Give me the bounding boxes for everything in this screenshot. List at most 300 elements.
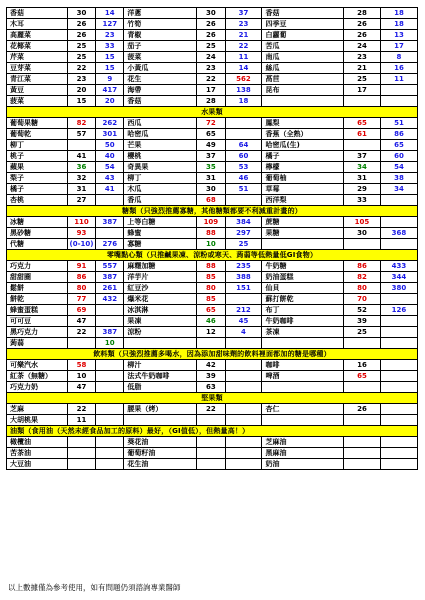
food-name-cell: 果糖: [262, 228, 344, 239]
food-name-cell: 香瓜: [124, 195, 197, 206]
section-header-row: [7, 250, 418, 261]
section-title: 零嘴點心類（只推鹹果凍、涼粉或寒天、蒟蒻等低熱量低GI食物）: [7, 250, 418, 261]
calorie-value-cell: [225, 404, 262, 415]
section-header-row: [7, 206, 418, 217]
food-name-cell: 咖啡: [262, 360, 344, 371]
calorie-value-cell: 22: [225, 41, 262, 52]
table-row: [7, 459, 418, 470]
gi-value-cell: 33: [344, 195, 381, 206]
food-name-cell: [262, 382, 344, 393]
calorie-value-cell: 23: [96, 30, 124, 41]
gi-value-cell: [197, 415, 225, 426]
gi-value-cell: 37: [197, 151, 225, 162]
gi-value-cell: 105: [344, 217, 381, 228]
gi-value-cell: 61: [344, 129, 381, 140]
table-row: [7, 96, 418, 107]
food-name-cell: 葡萄柚: [262, 173, 344, 184]
food-name-cell: 寡糖: [124, 239, 197, 250]
table-row: [7, 437, 418, 448]
gi-value-cell: 52: [344, 305, 381, 316]
gi-value-cell: [197, 338, 225, 349]
calorie-value-cell: 18: [225, 96, 262, 107]
gi-value-cell: [344, 239, 381, 250]
calorie-value-cell: 9: [96, 74, 124, 85]
calorie-value-cell: 562: [225, 74, 262, 85]
calorie-value-cell: 51: [225, 184, 262, 195]
food-name-cell: 絲瓜: [262, 63, 344, 74]
calorie-value-cell: 276: [96, 239, 124, 250]
calorie-value-cell: [225, 382, 262, 393]
section-title: 堅果類: [7, 393, 418, 404]
gi-value-cell: [344, 338, 381, 349]
calorie-value-cell: [380, 338, 417, 349]
food-name-cell: 蜂蜜: [124, 228, 197, 239]
gi-value-cell: 88: [197, 261, 225, 272]
gi-value-cell: 46: [197, 316, 225, 327]
food-name-cell: 上等白糖: [124, 217, 197, 228]
table-row: [7, 19, 418, 30]
food-name-cell: 花生: [124, 74, 197, 85]
food-name-cell: [262, 415, 344, 426]
calorie-value-cell: [96, 437, 124, 448]
calorie-value-cell: 127: [96, 19, 124, 30]
section-header-row: [7, 393, 418, 404]
food-name-cell: [124, 415, 197, 426]
calorie-value-cell: 14: [96, 8, 124, 19]
food-name-cell: 葡萄果糖: [7, 118, 68, 129]
calorie-value-cell: 387: [96, 272, 124, 283]
calorie-value-cell: 388: [225, 272, 262, 283]
gi-value-cell: 17: [344, 85, 381, 96]
table-row: [7, 162, 418, 173]
gi-value-cell: 26: [344, 30, 381, 41]
table-row: [7, 448, 418, 459]
food-name-cell: 鬆餅: [7, 283, 68, 294]
food-name-cell: 果凍: [124, 316, 197, 327]
table-row: [7, 305, 418, 316]
gi-value-cell: 25: [67, 41, 95, 52]
table-row: [7, 173, 418, 184]
food-name-cell: 青椒: [124, 30, 197, 41]
calorie-value-cell: 25: [225, 239, 262, 250]
gi-value-cell: [197, 437, 225, 448]
table-row: [7, 415, 418, 426]
calorie-value-cell: [380, 316, 417, 327]
calorie-value-cell: 557: [96, 261, 124, 272]
food-name-cell: 黑巧克力: [7, 327, 68, 338]
food-name-cell: 橄欖油: [7, 437, 68, 448]
calorie-value-cell: 46: [225, 173, 262, 184]
gi-value-cell: 15: [67, 96, 95, 107]
food-name-cell: 奶油: [262, 459, 344, 470]
calorie-value-cell: [96, 415, 124, 426]
gi-value-cell: 86: [67, 272, 95, 283]
gi-value-cell: [344, 437, 381, 448]
calorie-value-cell: [96, 448, 124, 459]
food-name-cell: 菠菜: [7, 96, 68, 107]
gi-value-cell: 35: [197, 162, 225, 173]
food-name-cell: 昆布: [262, 85, 344, 96]
table-row: [7, 74, 418, 85]
calorie-value-cell: [225, 437, 262, 448]
food-name-cell: 黑麻油: [262, 448, 344, 459]
calorie-value-cell: 43: [96, 173, 124, 184]
calorie-value-cell: [225, 371, 262, 382]
table-row: [7, 195, 418, 206]
calorie-value-cell: 380: [380, 283, 417, 294]
food-name-cell: 小黃瓜: [124, 63, 197, 74]
food-name-cell: 柳汁: [124, 360, 197, 371]
food-name-cell: 香菇: [7, 8, 68, 19]
gi-value-cell: [344, 140, 381, 151]
food-name-cell: 豆芽菜: [7, 63, 68, 74]
food-name-cell: 蘇打餅乾: [262, 294, 344, 305]
calorie-value-cell: [380, 85, 417, 96]
calorie-value-cell: 20: [96, 96, 124, 107]
food-name-cell: 甜甜圈: [7, 272, 68, 283]
gi-value-cell: 29: [344, 184, 381, 195]
calorie-value-cell: 60: [380, 151, 417, 162]
food-name-cell: 白蘿蔔: [262, 30, 344, 41]
gi-value-cell: [197, 448, 225, 459]
gi-value-cell: 68: [197, 195, 225, 206]
gi-value-cell: 26: [197, 19, 225, 30]
food-name-cell: 大豆油: [7, 459, 68, 470]
food-name-cell: 木耳: [7, 19, 68, 30]
gi-value-cell: 27: [67, 195, 95, 206]
food-name-cell: 茶凍: [262, 327, 344, 338]
gi-value-cell: 70: [344, 294, 381, 305]
calorie-value-cell: [225, 415, 262, 426]
food-name-cell: 西洋梨: [262, 195, 344, 206]
food-name-cell: 黑砂糖: [7, 228, 68, 239]
gi-value-cell: 80: [197, 283, 225, 294]
calorie-value-cell: 50: [96, 140, 124, 151]
gi-value-cell: 20: [67, 85, 95, 96]
table-row: [7, 184, 418, 195]
disclaimer-footer: 以上數據僅為參考使用，如有問題仍須諮詢專業醫師: [8, 583, 181, 592]
gi-value-cell: 23: [344, 52, 381, 63]
food-name-cell: 杏桃: [7, 195, 68, 206]
gi-value-cell: 34: [344, 162, 381, 173]
gi-value-cell: [67, 140, 95, 151]
food-name-cell: 哈密瓜: [124, 129, 197, 140]
table-row: [7, 261, 418, 272]
gi-value-cell: 22: [197, 74, 225, 85]
food-name-cell: 紅豆沙: [124, 283, 197, 294]
food-name-cell: 芝麻油: [262, 437, 344, 448]
calorie-value-cell: 11: [225, 52, 262, 63]
calorie-value-cell: 297: [225, 228, 262, 239]
food-name-cell: 大胡桃果: [7, 415, 68, 426]
gi-value-cell: [344, 448, 381, 459]
gi-value-cell: 77: [67, 294, 95, 305]
food-name-cell: 黃豆: [7, 85, 68, 96]
food-name-cell: 橘子: [262, 151, 344, 162]
food-name-cell: 布丁: [262, 305, 344, 316]
food-name-cell: 奇異果: [124, 162, 197, 173]
food-name-cell: 柳丁: [7, 140, 68, 151]
food-name-cell: 蒟蒻: [7, 338, 68, 349]
gi-value-cell: 63: [197, 382, 225, 393]
gi-food-table: [6, 7, 418, 470]
calorie-value-cell: [225, 129, 262, 140]
gi-value-cell: 80: [344, 283, 381, 294]
gi-value-cell: 65: [197, 305, 225, 316]
gi-value-cell: 47: [67, 316, 95, 327]
calorie-value-cell: 18: [380, 19, 417, 30]
calorie-value-cell: [225, 294, 262, 305]
calorie-value-cell: [96, 195, 124, 206]
calorie-value-cell: 41: [96, 184, 124, 195]
table-row: [7, 283, 418, 294]
gi-value-cell: [344, 459, 381, 470]
calorie-value-cell: [380, 382, 417, 393]
gi-value-cell: 10: [67, 371, 95, 382]
food-name-cell: 蔗糖: [262, 217, 344, 228]
gi-value-cell: 10: [197, 239, 225, 250]
gi-value-cell: 80: [67, 283, 95, 294]
gi-value-cell: 22: [67, 63, 95, 74]
food-name-cell: 仙貝: [262, 283, 344, 294]
section-header-row: [7, 426, 418, 437]
gi-value-cell: 16: [344, 360, 381, 371]
food-name-cell: 麻糬加糖: [124, 261, 197, 272]
gi-value-cell: 30: [344, 228, 381, 239]
calorie-value-cell: [225, 195, 262, 206]
food-name-cell: 芝麻: [7, 404, 68, 415]
gi-value-cell: 23: [67, 74, 95, 85]
table-row: [7, 327, 418, 338]
food-name-cell: 葡萄乾: [7, 129, 68, 140]
calorie-value-cell: 23: [225, 19, 262, 30]
table-row: [7, 41, 418, 52]
food-name-cell: 菠菜: [124, 52, 197, 63]
gi-value-cell: [344, 96, 381, 107]
calorie-value-cell: 37: [225, 8, 262, 19]
food-name-cell: [124, 338, 197, 349]
gi-value-cell: [197, 459, 225, 470]
calorie-value-cell: [225, 118, 262, 129]
food-name-cell: 橘子: [7, 184, 68, 195]
food-name-cell: 葵花油: [124, 437, 197, 448]
calorie-value-cell: [380, 415, 417, 426]
calorie-value-cell: 13: [380, 30, 417, 41]
food-name-cell: 冰糖: [7, 217, 68, 228]
food-name-cell: 紅茶（無糖）: [7, 371, 68, 382]
calorie-value-cell: [96, 371, 124, 382]
food-name-cell: 高麗菜: [7, 30, 68, 41]
calorie-value-cell: 4: [225, 327, 262, 338]
calorie-value-cell: [96, 404, 124, 415]
gi-value-cell: 49: [197, 140, 225, 151]
food-name-cell: 冰淇淋: [124, 305, 197, 316]
calorie-value-cell: [225, 338, 262, 349]
calorie-value-cell: [225, 360, 262, 371]
food-name-cell: 花椰菜: [7, 41, 68, 52]
food-name-cell: 櫻桃: [124, 151, 197, 162]
calorie-value-cell: 432: [96, 294, 124, 305]
food-name-cell: 竹筍: [124, 19, 197, 30]
gi-value-cell: 26: [344, 19, 381, 30]
section-title: 糖類（只強烈推薦寡糖，其他糖類都要不利減重計畫的）: [7, 206, 418, 217]
food-name-cell: 低脂: [124, 382, 197, 393]
calorie-value-cell: [225, 459, 262, 470]
gi-value-cell: 32: [67, 173, 95, 184]
gi-value-cell: 25: [67, 52, 95, 63]
gi-value-cell: 21: [344, 63, 381, 74]
table-row: [7, 239, 418, 250]
table-row: [7, 151, 418, 162]
table-row: [7, 228, 418, 239]
gi-value-cell: [344, 415, 381, 426]
table-row: [7, 85, 418, 96]
calorie-value-cell: [96, 360, 124, 371]
food-name-cell: 洋蔥: [124, 8, 197, 19]
calorie-value-cell: 18: [380, 8, 417, 19]
gi-value-cell: 47: [67, 382, 95, 393]
table-row: [7, 140, 418, 151]
table-row: [7, 382, 418, 393]
gi-value-cell: 109: [197, 217, 225, 228]
section-header-row: [7, 349, 418, 360]
gi-value-cell: 57: [67, 129, 95, 140]
calorie-value-cell: [380, 404, 417, 415]
gi-value-cell: 28: [344, 8, 381, 19]
food-name-cell: 香菇: [262, 8, 344, 19]
calorie-value-cell: [96, 305, 124, 316]
gi-value-cell: 25: [344, 327, 381, 338]
food-name-cell: 涼粉: [124, 327, 197, 338]
calorie-value-cell: 384: [225, 217, 262, 228]
gi-value-cell: 17: [197, 85, 225, 96]
calorie-value-cell: 261: [96, 283, 124, 294]
food-name-cell: 奶油蛋糕: [262, 272, 344, 283]
gi-value-cell: 91: [67, 261, 95, 272]
section-title: 油類（食用油（天然未經食品加工的原料）最好，（GI值低），但熱量高！）: [7, 426, 418, 437]
calorie-value-cell: [380, 448, 417, 459]
gi-value-cell: 31: [197, 173, 225, 184]
table-row: [7, 360, 418, 371]
food-name-cell: 啤酒: [262, 371, 344, 382]
calorie-value-cell: 65: [380, 140, 417, 151]
calorie-value-cell: 387: [96, 327, 124, 338]
gi-value-cell: 85: [197, 272, 225, 283]
gi-value-cell: 24: [197, 52, 225, 63]
table-row: [7, 52, 418, 63]
food-name-cell: 餅乾: [7, 294, 68, 305]
calorie-value-cell: 262: [96, 118, 124, 129]
table-row: [7, 129, 418, 140]
food-name-cell: 法式牛奶咖啡: [124, 371, 197, 382]
food-name-cell: 鳳梨: [262, 118, 344, 129]
calorie-value-cell: 15: [96, 52, 124, 63]
food-name-cell: 芹菜: [7, 52, 68, 63]
gi-value-cell: 11: [67, 415, 95, 426]
food-name-cell: 牛奶糖: [262, 261, 344, 272]
calorie-value-cell: 235: [225, 261, 262, 272]
food-name-cell: 香菇: [124, 96, 197, 107]
calorie-value-cell: [380, 327, 417, 338]
food-name-cell: 梨子: [7, 173, 68, 184]
food-name-cell: 青江菜: [7, 74, 68, 85]
calorie-value-cell: [380, 195, 417, 206]
food-name-cell: 草莓: [262, 184, 344, 195]
gi-value-cell: 86: [344, 261, 381, 272]
calorie-value-cell: 368: [380, 228, 417, 239]
food-name-cell: 洋芋片: [124, 272, 197, 283]
gi-value-cell: 26: [344, 404, 381, 415]
calorie-value-cell: 15: [96, 63, 124, 74]
calorie-value-cell: 21: [225, 30, 262, 41]
gi-value-cell: 28: [197, 96, 225, 107]
table-row: [7, 404, 418, 415]
calorie-value-cell: [96, 228, 124, 239]
food-name-cell: 蘋果: [7, 162, 68, 173]
calorie-value-cell: 151: [225, 283, 262, 294]
calorie-value-cell: [96, 382, 124, 393]
gi-value-cell: 22: [67, 404, 95, 415]
gi-value-cell: 22: [197, 404, 225, 415]
gi-value-cell: 42: [197, 360, 225, 371]
calorie-value-cell: 34: [380, 184, 417, 195]
gi-value-cell: 82: [67, 118, 95, 129]
gi-value-cell: [67, 338, 95, 349]
table-row: [7, 63, 418, 74]
calorie-value-cell: 64: [225, 140, 262, 151]
table-row: [7, 30, 418, 41]
calorie-value-cell: 417: [96, 85, 124, 96]
food-name-cell: 苦瓜: [262, 41, 344, 52]
gi-value-cell: 88: [197, 228, 225, 239]
gi-value-cell: 65: [197, 129, 225, 140]
calorie-value-cell: 40: [96, 151, 124, 162]
gi-value-cell: 65: [344, 371, 381, 382]
calorie-value-cell: 33: [96, 41, 124, 52]
food-name-cell: 蜂蜜蛋糕: [7, 305, 68, 316]
gi-value-cell: [67, 448, 95, 459]
food-name-cell: 苦茶油: [7, 448, 68, 459]
calorie-value-cell: [380, 217, 417, 228]
section-title: 水果類: [7, 107, 418, 118]
food-name-cell: 南瓜: [262, 52, 344, 63]
gi-value-cell: [344, 382, 381, 393]
calorie-value-cell: 8: [380, 52, 417, 63]
gi-value-cell: 37: [344, 151, 381, 162]
food-name-cell: 香蕉（全熟）: [262, 129, 344, 140]
food-name-cell: [262, 338, 344, 349]
food-name-cell: 可樂汽水: [7, 360, 68, 371]
gi-value-cell: 26: [67, 19, 95, 30]
food-name-cell: 海帶: [124, 85, 197, 96]
calorie-value-cell: [380, 459, 417, 470]
gi-value-cell: 25: [344, 74, 381, 85]
gi-value-cell: 110: [67, 217, 95, 228]
section-title: 飲料類（只強烈推薦多喝水，因為添加甜味劑的飲料裡面都加的糖是哪種）: [7, 349, 418, 360]
gi-value-cell: 26: [67, 30, 95, 41]
food-name-cell: 萵苣: [262, 74, 344, 85]
calorie-value-cell: [96, 459, 124, 470]
calorie-value-cell: 54: [380, 162, 417, 173]
calorie-value-cell: [380, 294, 417, 305]
gi-value-cell: 30: [67, 8, 95, 19]
table-row: [7, 294, 418, 305]
calorie-value-cell: 45: [225, 316, 262, 327]
gi-value-cell: 41: [67, 151, 95, 162]
calorie-value-cell: [380, 239, 417, 250]
gi-value-cell: 69: [67, 305, 95, 316]
calorie-value-cell: 38: [380, 173, 417, 184]
